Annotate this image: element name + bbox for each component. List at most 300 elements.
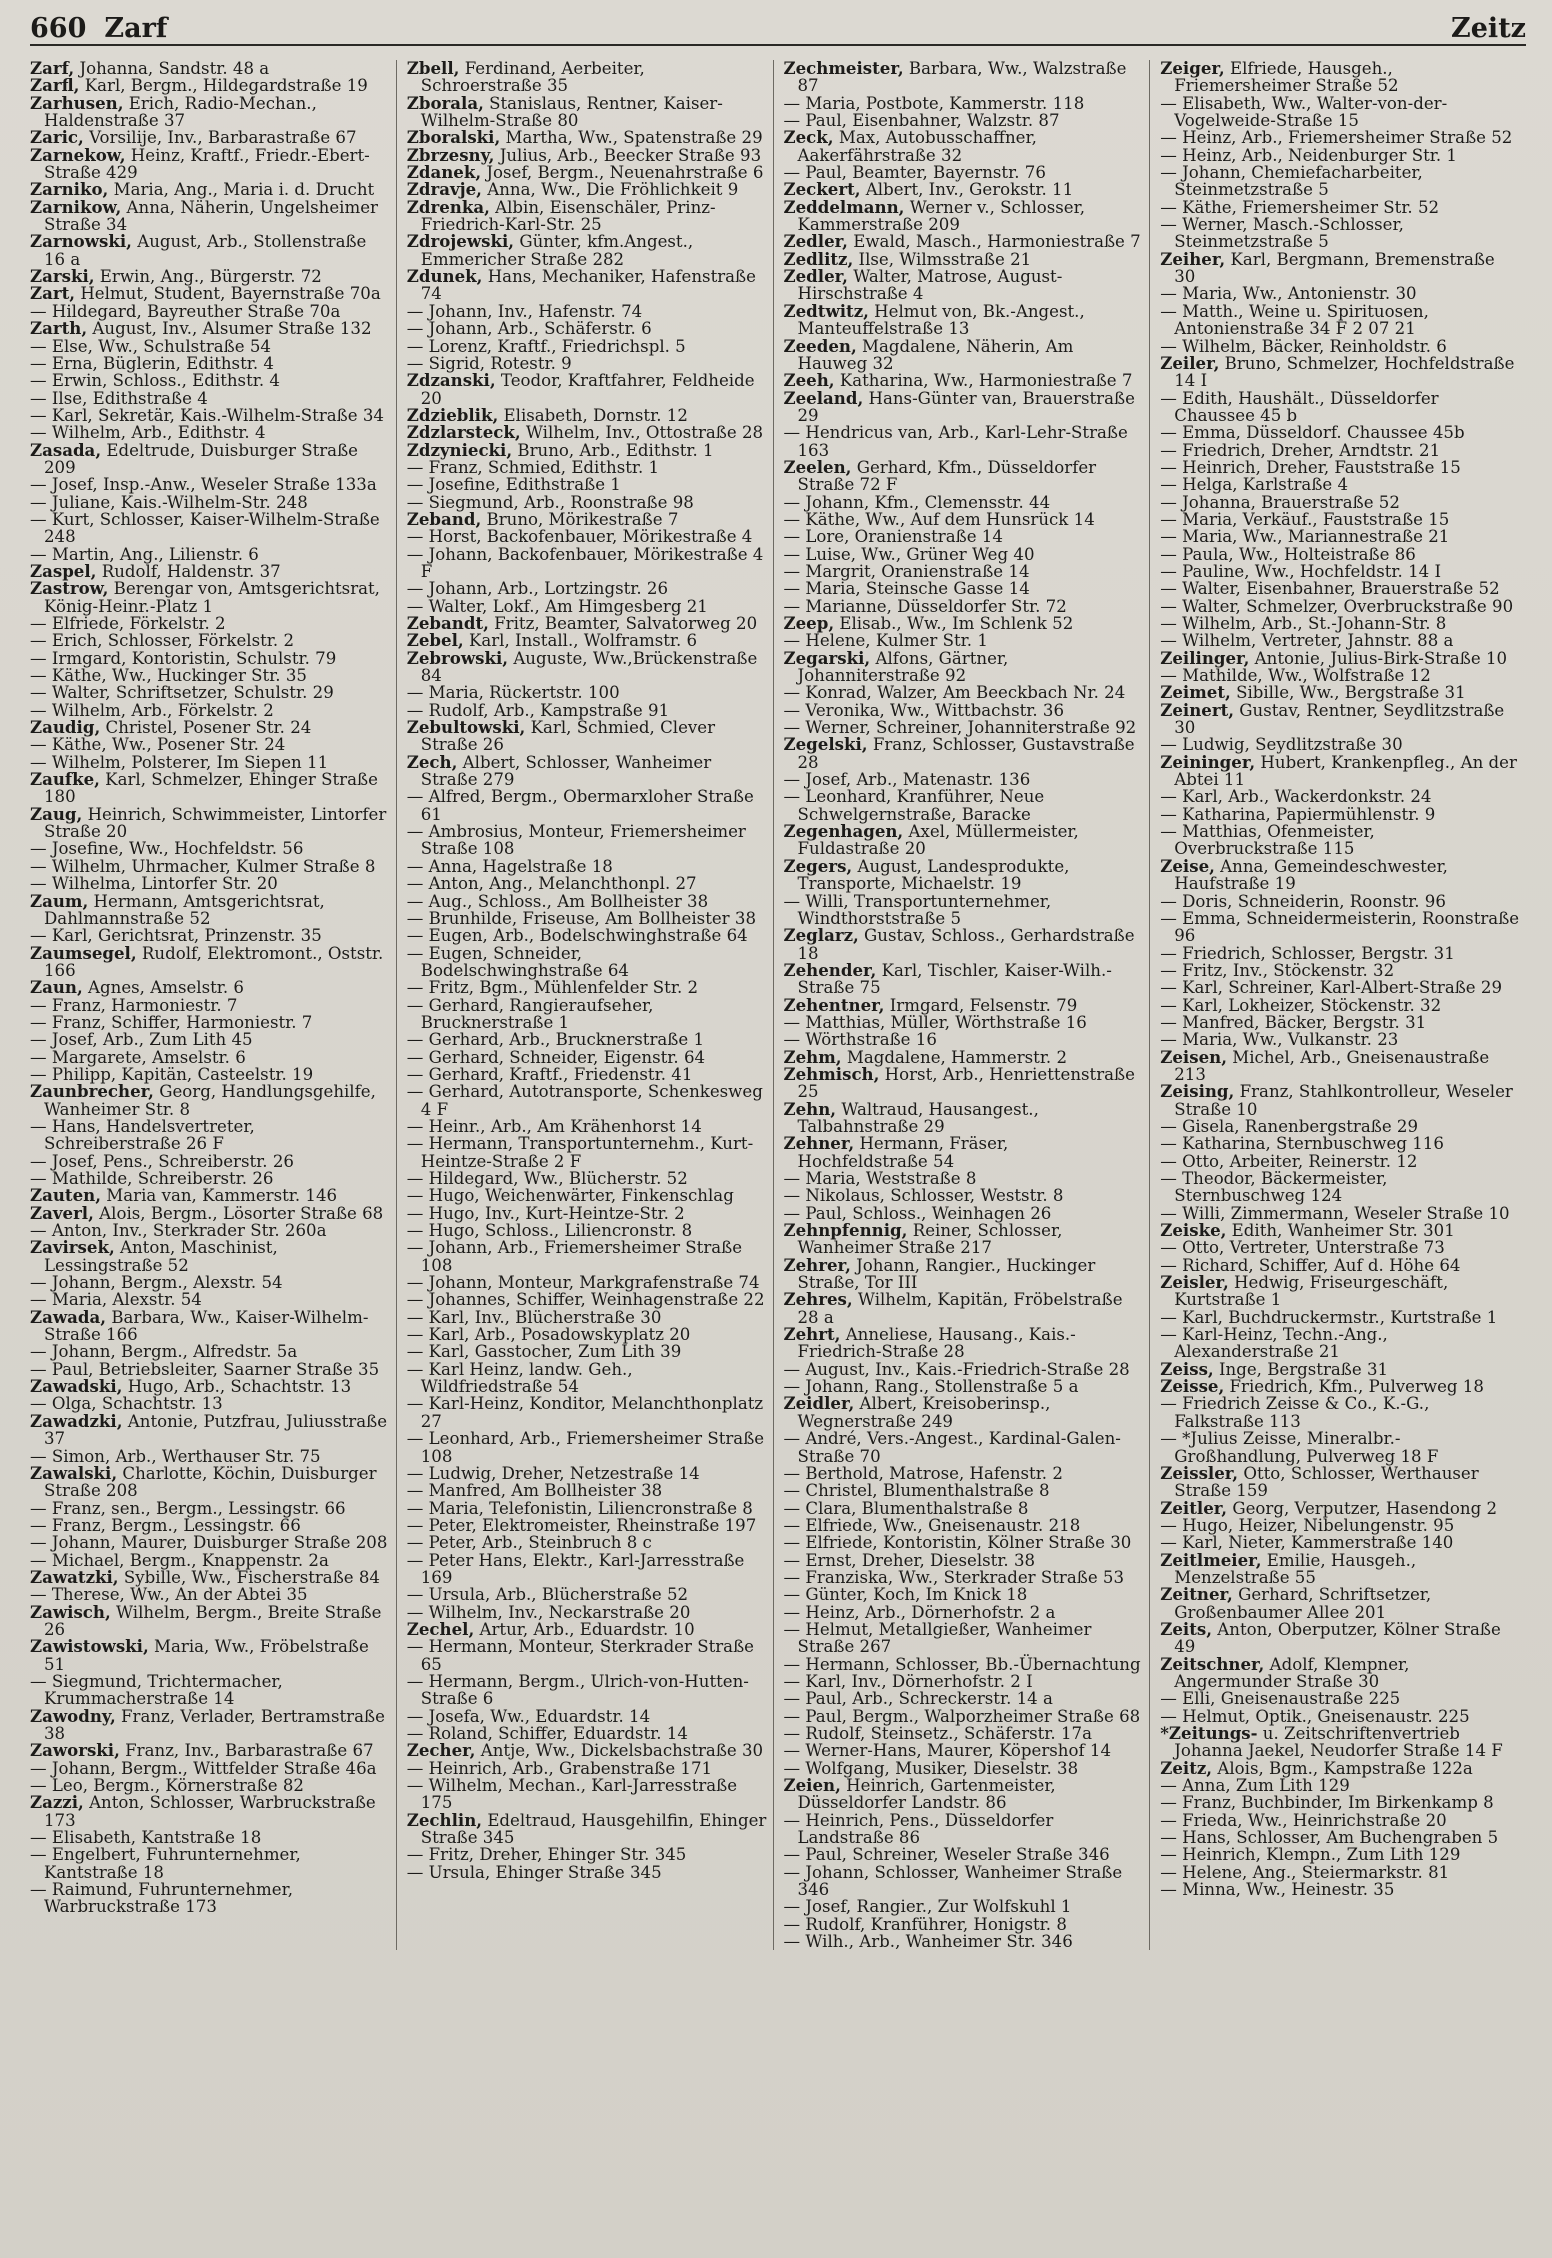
entry-surname: Zaverl, bbox=[30, 1202, 94, 1223]
directory-entry bbox=[407, 1239, 767, 1274]
entry-details: Kurt, Schlosser, Kaiser-Wilhelm-Straße 248 bbox=[44, 509, 380, 547]
directory-entry bbox=[784, 771, 1144, 788]
directory-entry bbox=[30, 476, 390, 493]
entry-details: Johann, Rang., Stollenstraße 5 a bbox=[800, 1377, 1079, 1397]
directory-entry bbox=[1160, 546, 1520, 563]
entry-details: Paul, Arb., Schreckerstr. 14 a bbox=[800, 1689, 1053, 1709]
entry-surname: — bbox=[30, 752, 47, 772]
entry-details: Johann, Kfm., Clemensstr. 44 bbox=[800, 492, 1051, 512]
entry-details: *Julius Zeisse, Mineralbr.-Großhandlung, Pulverweg 18 F bbox=[1174, 1429, 1439, 1466]
entry-details: Otto, Arbeiter, Reinerstr. 12 bbox=[1176, 1151, 1418, 1171]
directory-entry bbox=[784, 1604, 1144, 1621]
entry-surname: — bbox=[406, 1221, 424, 1241]
directory-entry bbox=[784, 1586, 1144, 1603]
directory-entry bbox=[783, 959, 1144, 998]
directory-entry bbox=[30, 1742, 390, 1759]
entry-details: Inge, Bergstraße 31 bbox=[1213, 1359, 1389, 1379]
directory-entry bbox=[1160, 528, 1520, 545]
entry-surname: — bbox=[783, 787, 801, 807]
directory-entry bbox=[30, 1881, 390, 1916]
entry-details: Karl, Arb., Posadowskyplatz 20 bbox=[423, 1325, 691, 1345]
entry-surname: — bbox=[30, 1394, 47, 1414]
directory-entry bbox=[784, 563, 1144, 580]
entry-surname: Zegelski, bbox=[783, 734, 868, 755]
entry-details: Ursula, Ehinger Straße 345 bbox=[423, 1862, 662, 1882]
entry-details: Siegmund, Trichtermacher, Krummacherstraße 14 bbox=[44, 1671, 283, 1709]
entry-details: Franz, Verlader, Bertramstraße 38 bbox=[44, 1706, 385, 1743]
entry-surname: — bbox=[1160, 1689, 1177, 1709]
entry-surname: — bbox=[1160, 492, 1177, 512]
entry-details: Karl, Nieter, Kammerstraße 140 bbox=[1176, 1533, 1454, 1553]
directory-entry bbox=[30, 997, 390, 1014]
entry-surname: Zawalski, bbox=[30, 1462, 118, 1483]
entry-surname: — bbox=[1160, 197, 1177, 217]
directory-entry bbox=[1160, 1153, 1520, 1170]
entry-details: Karl, Schmied, Clever Straße 26 bbox=[420, 718, 716, 755]
entry-surname: Zeidler, bbox=[783, 1393, 855, 1414]
directory-entry bbox=[1160, 511, 1520, 528]
directory-entry bbox=[784, 702, 1144, 719]
directory-entry bbox=[784, 1621, 1144, 1656]
entry-details: Anton, Oberputzer, Kölner Straße 49 bbox=[1174, 1619, 1501, 1657]
entry-details: Hermann, Bergm., Ulrich-von-Hutten-Straße 6 bbox=[420, 1671, 749, 1709]
directory-entry bbox=[1160, 1549, 1520, 1587]
entry-surname: — bbox=[783, 1706, 801, 1726]
entry-details: Helene, Ang., Steiermarkstr. 81 bbox=[1176, 1862, 1450, 1882]
entry-surname: — bbox=[783, 93, 801, 113]
entry-surname: Zarski, bbox=[30, 266, 95, 287]
entry-details: Hermann, Monteur, Sterkrader Straße 65 bbox=[420, 1637, 754, 1674]
entry-details: Karl, Arb., Wackerdonkstr. 24 bbox=[1176, 787, 1432, 807]
entry-details: Albert, Inv., Gerokstr. 11 bbox=[860, 180, 1074, 200]
entry-surname: Zeininger, bbox=[1160, 751, 1256, 772]
entry-details: August, Inv., Alsumer Straße 132 bbox=[87, 319, 372, 339]
entry-surname: — bbox=[406, 908, 424, 928]
directory-entry bbox=[407, 268, 767, 303]
entry-details: Hans, Handelsvertreter, Schreiberstraße 26 F bbox=[44, 1116, 255, 1154]
directory-entry bbox=[30, 1014, 390, 1031]
directory-entry bbox=[1160, 997, 1520, 1014]
directory-entry bbox=[1160, 1829, 1520, 1846]
directory-entry bbox=[407, 1552, 767, 1587]
entry-surname: — bbox=[406, 700, 424, 720]
entry-details: Paul, Betriebsleiter, Saarner Straße 35 bbox=[46, 1359, 380, 1379]
directory-entry bbox=[407, 823, 767, 858]
entry-surname: Zawatzki, bbox=[30, 1566, 119, 1587]
entry-details: Maria, Alexstr. 54 bbox=[46, 1290, 202, 1310]
entry-details: Maria, Weststraße 8 bbox=[800, 1169, 977, 1188]
entry-surname: — bbox=[406, 995, 424, 1015]
entry-surname: — bbox=[30, 839, 47, 859]
entry-details: Leonhard, Kranführer, Neue Schwelgernstraße, Baracke bbox=[797, 787, 1045, 824]
directory-entry bbox=[1160, 1309, 1520, 1326]
page-number: 660 bbox=[30, 13, 87, 44]
entry-surname: — bbox=[406, 926, 424, 946]
entry-surname: Zawistowski, bbox=[30, 1636, 149, 1657]
entry-details: Josef, Rangier., Zur Wolfskuhl 1 bbox=[800, 1897, 1072, 1917]
entry-surname: — bbox=[30, 1151, 47, 1171]
entry-details: Anton, Inv., Sterkrader Str. 260a bbox=[46, 1221, 327, 1241]
directory-entry bbox=[784, 494, 1144, 511]
directory-entry bbox=[30, 1410, 390, 1449]
directory-entry bbox=[784, 1534, 1144, 1551]
directory-entry bbox=[30, 439, 390, 477]
entry-details: Ilse, Wilmsstraße 21 bbox=[853, 249, 1032, 269]
directory-entry bbox=[783, 335, 1144, 373]
entry-details: Wilhelm, Mechan., Karl-Jarresstraße 175 bbox=[420, 1776, 738, 1813]
entry-surname: Zaufke, bbox=[30, 769, 100, 790]
entry-surname: — bbox=[783, 1203, 801, 1223]
entry-surname: — bbox=[783, 891, 801, 911]
entry-surname: — bbox=[783, 1515, 801, 1535]
directory-entry bbox=[783, 387, 1144, 425]
entry-details: Bruno, Arb., Edithstr. 1 bbox=[512, 440, 714, 460]
entry-surname: — bbox=[1160, 284, 1177, 304]
directory-entry bbox=[1160, 1430, 1520, 1465]
entry-surname: — bbox=[1160, 1828, 1177, 1848]
directory-entry bbox=[30, 840, 390, 857]
entry-surname: — bbox=[406, 683, 424, 703]
entry-details: Philipp, Kapitän, Casteelstr. 19 bbox=[46, 1064, 314, 1084]
entry-surname: Zeimet, bbox=[1160, 682, 1231, 703]
entry-surname: Zeband, bbox=[406, 508, 482, 529]
entry-details: Erna, Büglerin, Edithstr. 4 bbox=[46, 353, 274, 373]
entry-details: Elisabeth, Dornstr. 12 bbox=[498, 405, 688, 425]
directory-entry bbox=[30, 1202, 390, 1223]
directory-entry bbox=[30, 1829, 390, 1846]
entry-surname: — bbox=[1160, 1862, 1177, 1882]
entry-details: Peter, Arb., Steinbruch 8 c bbox=[423, 1533, 652, 1553]
directory-entry bbox=[1160, 459, 1520, 476]
entry-details: Peter Hans, Elektr., Karl-Jarresstraße 169 bbox=[420, 1550, 745, 1587]
entry-details: Leo, Bergm., Körnerstraße 82 bbox=[46, 1776, 304, 1796]
entry-details: Christel, Blumenthalstraße 8 bbox=[800, 1481, 1050, 1501]
directory-entry bbox=[784, 1552, 1144, 1569]
entry-surname: — bbox=[1160, 1012, 1177, 1032]
entry-details: Teodor, Kraftfahrer, Feldheide 20 bbox=[420, 371, 755, 408]
entry-surname: Zbell, bbox=[406, 58, 460, 78]
directory-entry bbox=[784, 1777, 1144, 1812]
directory-entry bbox=[30, 494, 390, 511]
entry-details: Wilhelma, Lintorfer Str. 20 bbox=[46, 874, 278, 894]
directory-entry bbox=[30, 803, 390, 842]
entry-details: Emma, Düsseldorf. Chaussee 45b bbox=[1176, 423, 1465, 443]
directory-entry bbox=[407, 1482, 767, 1499]
entry-surname: — bbox=[406, 492, 424, 512]
directory-entry bbox=[407, 338, 767, 355]
entry-details: Franz, Bergm., Lessingstr. 66 bbox=[46, 1515, 301, 1535]
directory-entry bbox=[30, 1462, 390, 1501]
directory-entry bbox=[1160, 1846, 1520, 1863]
entry-surname: — bbox=[1160, 1325, 1177, 1345]
entry-surname: Zeeland, bbox=[783, 387, 864, 408]
directory-entry bbox=[783, 1063, 1144, 1102]
entry-surname: — bbox=[1160, 423, 1177, 443]
entry-details: Heinz, Arb., Friemersheimer Straße 52 bbox=[1176, 128, 1513, 148]
entry-details: Wilhelm, Bäcker, Reinholdstr. 6 bbox=[1176, 336, 1447, 356]
directory-entry bbox=[783, 647, 1144, 686]
directory-entry bbox=[407, 1118, 767, 1135]
directory-entry bbox=[784, 1500, 1144, 1517]
directory-entry bbox=[407, 528, 767, 545]
entry-details: Maria, Steinsche Gasse 14 bbox=[800, 579, 1030, 599]
directory-entry bbox=[407, 1049, 767, 1066]
entry-surname: Zegenhagen, bbox=[783, 821, 904, 842]
entry-details: Willi, Transportunternehmer, Windthorststraße 5 bbox=[797, 891, 1052, 928]
entry-details: Käthe, Ww., Auf dem Hunsrück 14 bbox=[800, 509, 1095, 529]
entry-details: Elfriede, Förkelstr. 2 bbox=[46, 614, 226, 633]
entry-details: Reiner, Schlosser, Wanheimer Straße 217 bbox=[797, 1221, 1063, 1258]
entry-surname: — bbox=[406, 1585, 424, 1605]
entry-surname: — bbox=[406, 1134, 424, 1154]
directory-entry bbox=[1160, 1812, 1520, 1829]
entry-details: Manfred, Bäcker, Bergstr. 31 bbox=[1176, 1012, 1427, 1032]
directory-entry bbox=[1160, 60, 1520, 95]
entry-details: Friedrich, Schlosser, Bergstr. 31 bbox=[1176, 943, 1455, 963]
directory-entry bbox=[1160, 1725, 1520, 1760]
entry-surname: — bbox=[1160, 943, 1177, 963]
entry-details: Helmut, Student, Bayernstraße 70a bbox=[75, 284, 381, 304]
entry-surname: Zehentner, bbox=[783, 994, 885, 1015]
entry-details: Johann, Backofenbauer, Mörikestraße 4 F bbox=[420, 544, 764, 581]
directory-entry bbox=[30, 320, 390, 337]
entry-surname: — bbox=[406, 596, 424, 616]
entry-surname: — bbox=[406, 856, 424, 876]
directory-entry bbox=[407, 476, 767, 493]
directory-entry bbox=[784, 1170, 1144, 1187]
entry-details: Richard, Schiffer, Auf d. Höhe 64 bbox=[1176, 1255, 1461, 1275]
directory-entry bbox=[406, 196, 767, 235]
directory-entry bbox=[784, 615, 1144, 632]
entry-details: Bruno, Schmelzer, Hochfeldstraße 14 I bbox=[1174, 353, 1515, 391]
entry-surname: — bbox=[406, 1116, 424, 1136]
entry-details: Josefa, Ww., Eduardstr. 14 bbox=[423, 1706, 651, 1726]
directory-entry bbox=[407, 1673, 767, 1708]
directory-entry bbox=[406, 508, 767, 529]
directory-entry bbox=[1160, 788, 1520, 805]
directory-entry bbox=[783, 1098, 1144, 1136]
entry-surname: Zdzanski, bbox=[406, 370, 496, 391]
entry-surname: — bbox=[783, 527, 801, 547]
directory-entry bbox=[406, 1809, 767, 1848]
directory-entry bbox=[784, 1569, 1144, 1586]
entry-surname: — bbox=[406, 1481, 424, 1501]
entry-surname: — bbox=[783, 1186, 801, 1206]
entry-details: Wilhelm, Inv., Ottostraße 28 bbox=[520, 423, 764, 443]
entry-details: Lore, Oranienstraße 14 bbox=[800, 527, 1003, 547]
directory-entry bbox=[30, 1534, 390, 1551]
entry-details: Johann, Schlosser, Wanheimer Straße 346 bbox=[797, 1862, 1123, 1900]
directory-entry bbox=[784, 1430, 1144, 1465]
entry-surname: — bbox=[1160, 614, 1177, 633]
entry-details: Horst, Arb., Henriettenstraße 25 bbox=[797, 1064, 1135, 1102]
entry-details: Ludwig, Dreher, Netzestraße 14 bbox=[423, 1463, 700, 1483]
entry-details: Brunhilde, Friseuse, Am Bollheister 38 bbox=[423, 908, 757, 928]
entry-surname: Zbrzesny, bbox=[406, 144, 495, 165]
entry-surname: — bbox=[406, 1273, 424, 1293]
entry-surname: — bbox=[406, 1394, 424, 1414]
entry-surname: Zarnikow, bbox=[30, 196, 122, 217]
directory-entry bbox=[784, 1916, 1144, 1933]
entry-details: Edith, Wanheimer Str. 301 bbox=[1226, 1221, 1455, 1241]
directory-entry bbox=[407, 1586, 767, 1603]
entry-details: Barbara, Ww., Walzstraße 87 bbox=[797, 59, 1127, 96]
entry-surname: Zedlitz, bbox=[783, 248, 854, 269]
entry-surname: — bbox=[30, 423, 47, 443]
entry-surname: Zeitz, bbox=[1160, 1757, 1213, 1778]
directory-entry bbox=[407, 1760, 767, 1777]
entry-surname: — bbox=[783, 561, 801, 581]
entry-surname: Zavirsek, bbox=[30, 1237, 115, 1258]
entry-surname: Zechmeister, bbox=[783, 58, 904, 78]
directory-entry bbox=[407, 1309, 767, 1326]
entry-details: Käthe, Ww., Huckinger Str. 35 bbox=[46, 666, 307, 686]
directory-entry bbox=[30, 1673, 390, 1708]
entry-surname: — bbox=[783, 1897, 801, 1917]
entry-details: Ursula, Arb., Blücherstraße 52 bbox=[423, 1585, 689, 1605]
entry-surname: — bbox=[783, 1429, 801, 1449]
entry-surname: — bbox=[406, 1359, 424, 1379]
entry-surname: Zeise, bbox=[1160, 855, 1215, 876]
entry-surname: — bbox=[30, 1550, 47, 1570]
entry-details: Frieda, Ww., Heinrichstraße 20 bbox=[1176, 1810, 1447, 1830]
entry-details: Antje, Ww., Dickelsbachstraße 30 bbox=[475, 1741, 764, 1761]
entry-details: Maria van, Kammerstr. 146 bbox=[101, 1186, 338, 1206]
entry-details: Elisabeth, Kantstraße 18 bbox=[46, 1828, 262, 1848]
directory-entry bbox=[407, 1135, 767, 1170]
directory-entry bbox=[407, 945, 767, 980]
entry-details: Friedrich, Dreher, Arndtstr. 21 bbox=[1176, 440, 1441, 460]
entry-surname: Zdrenka, bbox=[406, 196, 490, 217]
entry-details: Katharina, Papiermühlenstr. 9 bbox=[1176, 804, 1436, 824]
entry-surname: Zehnpfennig, bbox=[783, 1220, 908, 1241]
entry-surname: Zdunek, bbox=[406, 266, 483, 287]
entry-surname: — bbox=[406, 943, 424, 963]
entry-surname: Zeisler, bbox=[1160, 1272, 1229, 1293]
entry-surname: — bbox=[1160, 1169, 1177, 1188]
entry-surname: Zeep, bbox=[783, 613, 835, 633]
entry-details: Walter, Schmelzer, Overbruckstraße 90 bbox=[1176, 596, 1514, 616]
directory-entry bbox=[1160, 1222, 1520, 1239]
entry-surname: — bbox=[406, 527, 424, 547]
directory-entry bbox=[784, 1395, 1144, 1430]
entry-surname: — bbox=[30, 614, 47, 633]
directory-entry bbox=[407, 788, 767, 823]
directory-entry bbox=[407, 893, 767, 910]
entry-details: Elfriede, Kontoristin, Kölner Straße 30 bbox=[800, 1533, 1132, 1553]
entry-surname: — bbox=[30, 926, 47, 946]
entry-details: Gisela, Ranenbergstraße 29 bbox=[1176, 1116, 1419, 1136]
entry-details: Manfred, Am Bollheister 38 bbox=[423, 1481, 663, 1501]
entry-surname: Zeissler, bbox=[1160, 1462, 1239, 1483]
entry-surname: — bbox=[30, 371, 47, 391]
directory-entry bbox=[407, 1517, 767, 1534]
directory-entry bbox=[407, 858, 767, 875]
entry-surname: — bbox=[783, 1498, 801, 1518]
entry-details: Hermann, Fräser, Hochfeldstraße 54 bbox=[797, 1134, 1009, 1171]
entry-details: Karl, Schmelzer, Ehinger Straße 180 bbox=[44, 770, 378, 807]
entry-surname: — bbox=[1160, 475, 1177, 495]
entry-surname: — bbox=[406, 579, 424, 599]
directory-entry bbox=[407, 1465, 767, 1482]
directory-entry bbox=[407, 303, 767, 320]
directory-entry bbox=[407, 927, 767, 944]
entry-details: Johann, Monteur, Markgrafenstraße 74 bbox=[423, 1273, 760, 1293]
entry-details: Wilhelm, Arb., St.-Johann-Str. 8 bbox=[1176, 614, 1447, 633]
entry-details: Helga, Karlstraße 4 bbox=[1176, 475, 1349, 495]
entry-details: Hildegard, Bayreuther Straße 70a bbox=[46, 301, 341, 321]
entry-details: Matthias, Müller, Wörthstraße 16 bbox=[800, 1012, 1087, 1032]
entry-details: Albert, Schlosser, Wanheimer Straße 279 bbox=[420, 752, 712, 790]
directory-entry bbox=[1160, 248, 1520, 287]
entry-surname: — bbox=[783, 1359, 801, 1379]
entry-details: Minna, Ww., Heinestr. 35 bbox=[1176, 1880, 1395, 1900]
entry-surname: — bbox=[30, 336, 47, 356]
directory-entry bbox=[1160, 910, 1520, 945]
entry-surname: Zeitschner, bbox=[1160, 1653, 1265, 1674]
entry-surname: — bbox=[783, 1845, 801, 1865]
entry-details: Karl, Schreiner, Karl-Albert-Straße 29 bbox=[1176, 978, 1503, 998]
entry-surname: — bbox=[406, 1463, 424, 1483]
entry-details: Anna, Hagelstraße 18 bbox=[423, 856, 613, 876]
entry-surname: — bbox=[1160, 1793, 1177, 1813]
entry-details: Irmgard, Kontoristin, Schulstr. 79 bbox=[46, 648, 337, 668]
entry-details: Albert, Kreisoberinsp., Wegnerstraße 249 bbox=[797, 1394, 1051, 1431]
directory-entry bbox=[1160, 95, 1520, 130]
directory-entry bbox=[406, 92, 767, 131]
directory-entry bbox=[30, 355, 390, 372]
entry-surname: — bbox=[1160, 735, 1177, 755]
directory-entry bbox=[407, 1361, 767, 1396]
entry-details: Siegmund, Arb., Roonstraße 98 bbox=[423, 492, 694, 512]
entry-details: Antonie, Putzfrau, Juliusstraße 37 bbox=[44, 1411, 388, 1449]
directory-entry bbox=[783, 196, 1144, 235]
directory-entry bbox=[1160, 751, 1520, 790]
directory-entry bbox=[1160, 1014, 1520, 1031]
entry-surname: — bbox=[30, 1845, 47, 1865]
directory-entry bbox=[1160, 855, 1520, 894]
entry-surname: — bbox=[30, 353, 47, 373]
entry-surname: Zaspel, bbox=[30, 560, 97, 581]
entry-details: Friedrich Zeisse & Co., K.-G., Falkstraße 113 bbox=[1174, 1394, 1430, 1431]
entry-details: Hans, Schlosser, Am Buchengraben 5 bbox=[1176, 1828, 1499, 1848]
directory-entry bbox=[30, 1343, 390, 1360]
directory-entry bbox=[407, 1500, 767, 1517]
entry-details: Hildegard, Ww., Blücherstr. 52 bbox=[423, 1169, 688, 1188]
directory-entry bbox=[1160, 285, 1520, 302]
entry-details: Juliane, Kais.-Wilhelm-Str. 248 bbox=[46, 492, 308, 512]
directory-entry bbox=[407, 1066, 767, 1083]
entry-details: Nikolaus, Schlosser, Weststr. 8 bbox=[800, 1186, 1064, 1206]
directory-entry bbox=[784, 60, 1144, 95]
entry-details: Erich, Schlosser, Förkelstr. 2 bbox=[46, 631, 295, 651]
entry-details: Magdalene, Hammerstr. 2 bbox=[841, 1047, 1068, 1067]
entry-surname: — bbox=[1160, 1134, 1177, 1154]
entry-surname: Zborala, bbox=[406, 92, 484, 113]
entry-surname: Zeddelmann, bbox=[783, 196, 905, 217]
entry-details: Werner v., Schlosser, Kammerstraße 209 bbox=[797, 197, 1086, 235]
directory-entry bbox=[30, 407, 390, 424]
directory-entry bbox=[30, 511, 390, 546]
entry-surname: — bbox=[406, 1203, 424, 1223]
entry-surname: — bbox=[30, 648, 47, 668]
directory-entry bbox=[30, 233, 390, 268]
entry-surname: — bbox=[30, 1342, 47, 1362]
entry-surname: — bbox=[783, 1741, 801, 1761]
entry-details: Hendricus van, Arb., Karl-Lehr-Straße 163 bbox=[797, 423, 1128, 460]
entry-surname: — bbox=[30, 1012, 47, 1032]
entry-details: Else, Ww., Schulstraße 54 bbox=[46, 336, 271, 356]
